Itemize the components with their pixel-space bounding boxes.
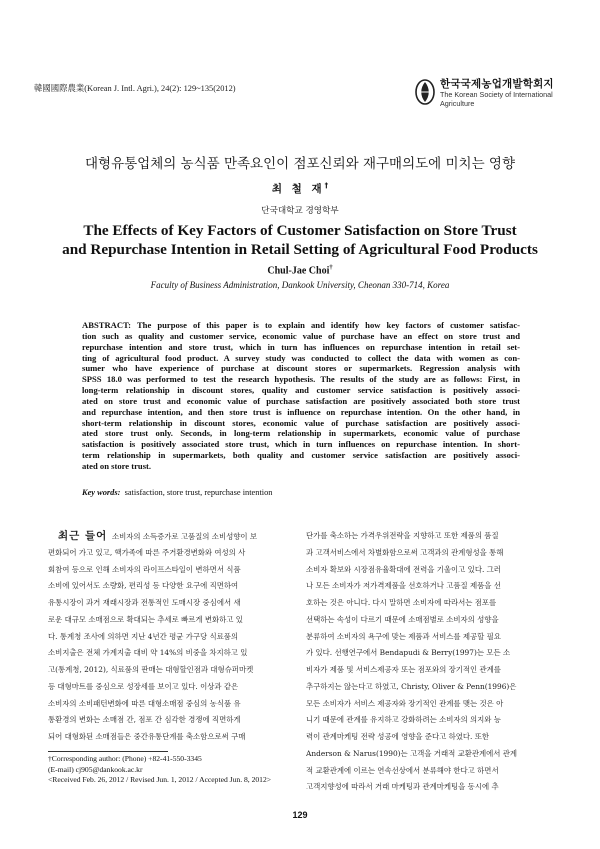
abstract-line: short-term relationship in discount stores, economic value of purchase satisfaction are positively associ- [82,417,520,428]
body-line: 적 교환관계에 이르는 연속선상에서 분류해야 한다고 하면서 [306,765,499,775]
body-line: 분류하여 소비자의 욕구에 맞는 제품과 서비스를 제공할 필요 [306,631,501,641]
abstract-line: long-term relationship in discount stores, quality and customer service satisfaction is positively associ- [82,385,520,396]
society-logo [414,76,584,110]
journal-reference: 韓國國際農業(Korean J. Intl. Agri.), 24(2): 129~135(2012) [34,84,236,93]
society-name-kr: 한국국제농업개발학회지 [440,78,554,90]
title-english [0,222,600,259]
body-line: 모든 소비자가 서비스 제공자와 장기적인 관계를 맺는 것은 아 [306,698,504,708]
abstract-line: ting of agricultural food product. A survey study was conducted to collect the data with women as con- [82,352,520,363]
intro-first-line: 최근 들어 소비자의 소득증가로 고품질의 소비성향이 보 [48,528,294,545]
body-line: 소비에 있어서도 소량화, 편리성 등 다양한 요구에 직면하여 [48,581,239,591]
body-line: 선택하는 속성이 다르기 때문에 소매점별로 소비자의 성향을 [306,614,499,624]
footnote-line: †Corresponding author: (Phone) +82-41-550-3345 [48,754,202,763]
body-line: 과 고객서비스에서 차별화함으로써 고객과의 관계형성을 통해 [306,547,504,557]
title-korean: 대형유통업체의 농식품 만족요인이 점포신뢰와 재구매의도에 미치는 영향 [84,156,516,172]
abstract-line: satisfaction is positively associated store trust, which in turn influences on repurchase intention. In short- [82,439,520,450]
body-line: 소비자 확보와 시장점유율확대에 전력을 기울이고 있다. 그러 [306,564,501,574]
abstract-line: tion such as quality and customer service, economic value of purchase have an effect on store trust and [82,330,520,341]
body-line: 로운 대규모 소매점으로 확대되는 추세로 빠르게 변화하고 있 [48,614,243,624]
body-line: 다. 통계청 조사에 의하면 지난 4년간 평균 가구당 식료품의 [48,631,239,641]
footnote [48,754,308,786]
abstract-line: ated on store trust and economic value of purchase satisfaction are positively associated both store trust [82,395,520,406]
body-line: 단가를 축소하는 가격우위전략을 지향하고 또한 제품의 품질 [306,531,499,540]
society-name-en: The Korean Society of International Agriculture [440,90,553,108]
body-line: 니기 때문에 관계를 유지하고 강화하려는 소비자의 의지와 능 [306,715,501,725]
title-english-line: and Repurchase Intention in Retail Setting of Agricultural Food Products [62,240,538,258]
body-line: 유통시장이 과거 재래시장과 전통적인 도매시장 중심에서 새 [48,598,241,607]
body-line: 고객지향성에 따라서 거래 마케팅과 관계마케팅을 동시에 추 [306,782,499,792]
body-line: 력이 관계마케팅 전략 성공에 영향을 준다고 하였다. 또한 [306,732,490,741]
abstract-line: and repurchase intention, and then store trust is influence on repurchase intention. On the other hand, in [82,406,520,417]
affiliation-english: Faculty of Business Administration, Dankook University, Cheonan 330-714, Korea [150,280,450,290]
abstract-line: ated store trust only. Seconds, in long-term relationship in supermarkets, economic value of purchase [82,428,520,439]
abstract-line: SPSS 18.0 was performed to test the research hypothesis. The results of the study are as follows: First, in [82,374,520,385]
footnote-line: <Received Feb. 26, 2012 / Revised Jun. 1, 2012 / Accepted Jun. 8, 2012> [48,775,272,785]
footnote-line: (E-mail) cj905@dankook.ac.kr [48,764,143,774]
corresponding-mark: † [324,181,329,190]
body-line: 소비지출은 전체 가계지출 대비 약 14%의 비중을 차지하고 있 [48,648,248,658]
abstract-line: ated on store trust. [82,460,152,471]
body-line: 소비자의 소비패턴변화에 따른 대형소매점 중심의 농식품 유 [48,698,241,708]
body-line: 호하는 것은 아니다. 다시 말하면 소비자에 따라서는 점포를 [306,598,497,607]
footnote-divider [48,751,168,752]
body-line: 비자가 제품 및 서비스제공자 또는 점포와의 장기적인 관계를 [306,665,501,674]
body-line: 통환경의 변화는 소매점 간, 점포 간 심각한 경쟁에 직면하게 [48,715,241,725]
body-line: 되어 대형화된 소매점들은 중간유통단계를 축소함으로써 구매 [48,732,246,741]
body-line: 편화되어 가고 있고, 핵가족에 따른 주거환경변화와 여성의 사 [48,547,246,557]
body-line: 등 대형마트를 중심으로 성장세를 보이고 있다. 이상과 같은 [48,681,239,691]
corresponding-mark: † [329,264,333,271]
abstract-line: term relationship in supermarkets, both quality and customer service satisfaction are positively associ- [82,450,520,461]
body-left-column [48,528,294,746]
body-line: 가 있다. 선행연구에서 Bendapudi & Berry(1997)는 모든 소 [306,648,511,658]
keywords: Key words: satisfaction, store trust, repurchase intention [82,488,273,497]
author-korean: 최 철 재† [271,181,329,195]
abstract-line: repurchase intention and store trust, which in turn has influences on repurchase intention in retail set- [82,341,520,352]
body-line: 나 모든 소비자가 저가격제품을 선호하거나 고품질 제품을 선 [306,581,501,591]
body-line: 회참여 등으로 인해 소비자의 라이프스타일이 변하면서 식품 [48,564,241,574]
body-right-column [306,528,552,796]
body-line: 추구하지는 않는다고 하였고, Christy, Oliver & Penn(1996)은 [306,681,517,691]
body-line: Anderson & Narus(1990)는 고객을 거래적 교환관계에서 관계 [306,748,518,758]
society-emblem-icon [414,78,436,106]
abstract [82,320,520,472]
body-line: 고(통계청, 2012), 식료품의 판매는 대형할인점과 대형슈퍼마켓 [48,665,254,674]
intro-heading: 최근 들어 [58,530,108,542]
title-english-line: The Effects of Key Factors of Customer Satisfaction on Store Trust [83,222,517,239]
author-english: Chul-Jae Choi† [267,264,333,277]
page-number: 129 [292,810,308,820]
affiliation-korean: 단국대학교 경영학부 [261,206,339,216]
abstract-line: ABSTRACT: The purpose of this paper is to explain and identify how key factors of customer satisfac- [82,320,520,330]
abstract-line: sumer who have experience of purchase at discount stores or supermarkets. Regression analysis with [82,363,520,374]
